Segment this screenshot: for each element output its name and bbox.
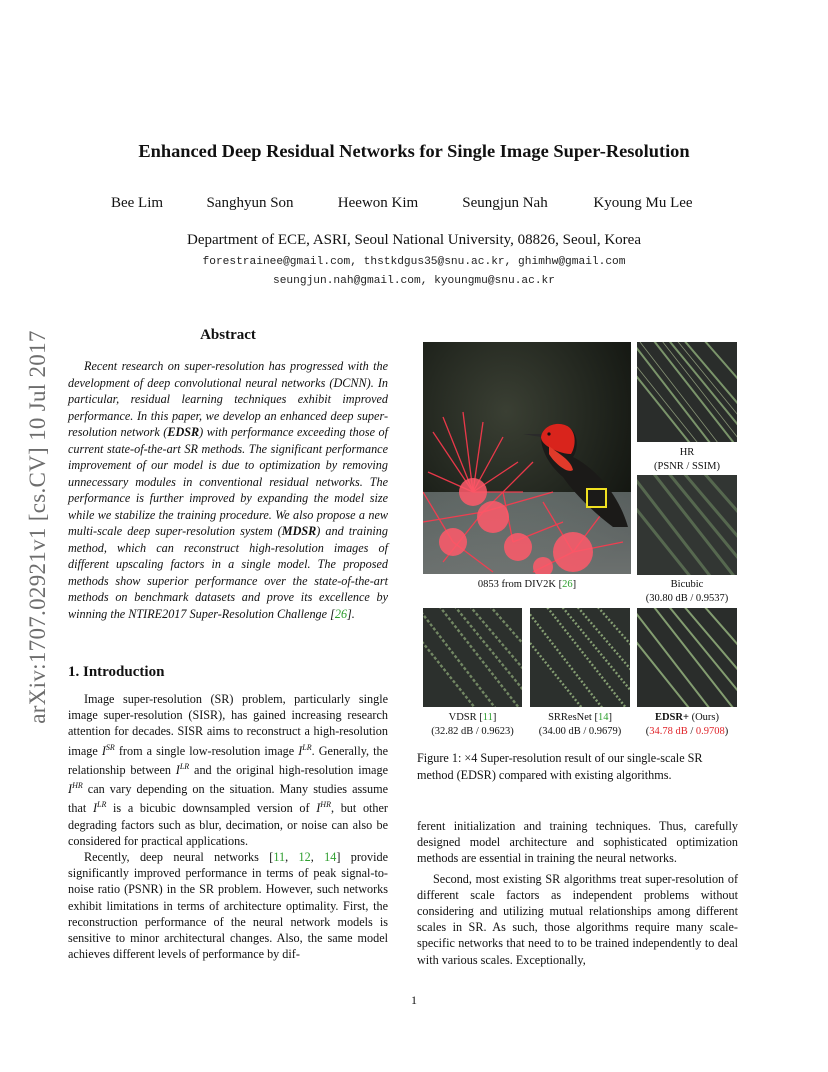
hr-metric: (PSNR / SSIM) [654,461,720,472]
math-sup: LR [302,742,312,752]
figure-caption [417,750,742,783]
vdsr-caption [423,711,522,739]
srresnet-label-close: ] [608,712,612,723]
right-col-para-1: ferent initialization and training techniques. Thus, carefully designed model architecture and sophisticated optimization methods are essential in training the neural networks. [417,819,738,866]
edsr-ssim: 0.9708 [695,726,725,737]
math-sup: SR [105,742,115,752]
figure-caption-text: Super-resolution result of our single-scale SR method (EDSR) compared with existing algorithms. [417,751,703,782]
main-caption-close: ] [572,579,577,590]
edsr-suffix: (Ours) [688,712,720,723]
author-5: Kyoung Mu Lee [593,195,693,211]
right-col-para-2: Second, most existing SR algorithms treat super-resolution of different scale factors as independent problems without considering and utilizing mutual relationships among different scales in SR. As such, those algorithms require many scale-specific networks that need to to be trained independently to deal with various scales. Exceptionally, [417,871,738,967]
affiliation: Department of ECE, ASRI, Seoul National University, 08826, Seoul, Korea [187,232,641,248]
edsr-metric-close: ) [724,726,729,737]
abstract-body [68,358,388,622]
author-1: Bee Lim [110,195,164,211]
bicubic-patch [637,475,737,575]
figure-scale: ×4 [464,751,478,765]
abstract-text-4: ]. [347,606,355,621]
page-number: 1 [411,993,417,1007]
citation-sep: , [285,850,299,865]
edsr-patch-texture [637,608,737,707]
citation-link[interactable]: 12 [298,850,311,865]
paper-title: Enhanced Deep Residual Networks for Single Image Super-Resolution [138,141,690,161]
arxiv-identifier [18,296,58,758]
math-sup: HR [72,781,83,791]
math-var: I [298,743,303,758]
bicubic-metric: (30.80 dB / 0.9537) [645,593,729,604]
intro-text: is a bicubic downsampled version of [106,801,317,816]
hr-patch [637,342,737,442]
edsr-label: EDSR+ [654,712,689,723]
math-sup: HR [320,800,331,810]
author-4: Seungjun Nah [462,195,548,211]
abstract-text-1: Recent research on super-resolution has progressed with the development of deep convolutional neural networks (DCNN). In particular, residual learning techniques exhibit improved performance. In this paper, we develop an enhanced deep super-resolution network ( [68,359,388,439]
vdsr-metric: (32.82 dB / 0.9623) [431,726,514,737]
math-var: I [101,743,106,758]
citation-sep: , [310,850,325,865]
abstract-heading: Abstract [200,327,256,343]
intro-text: ] provide significantly improved performance in terms of peak signal-to-noise ratio (PSNR) in the SR problem. However, such networks exhibit limitations in terms of architecture optimality. First, the reconstruction performance of the neural network models is sensitive to minor architectural changes. Also, the same model achieves different levels of performance by dif- [68,850,388,962]
intro-heading: 1. Introduction [68,664,165,680]
intro-text: and the original high-resolution image [189,762,388,777]
hr-caption [637,446,737,474]
edsr-patch [637,608,737,707]
math-sup: LR [179,761,190,771]
edsr-metric-sep: / [687,726,696,737]
vdsr-label: VDSR [ [448,712,483,723]
author-2: Sanghyun Son [206,195,294,211]
intro-text: . Generally, the relationship between [68,743,388,777]
email-line-2: seungjun.nah@gmail.com, kyoungmu@snu.ac.kr [273,275,555,287]
right-column-body [417,818,738,968]
hr-patch-texture [637,342,737,442]
srresnet-caption [530,711,630,739]
intro-text: can vary depending on the situation. Many studies assume that [68,782,388,816]
email-line-1: forestrainee@gmail.com, thstkdgus35@snu.ac.kr, ghimhw@gmail.com [202,256,626,268]
abstract-mdsr: MDSR [281,524,317,538]
intro-text: Recently, deep neural networks [ [84,850,274,865]
edsr-psnr: 34.78 dB [649,726,688,737]
bicubic-label: Bicubic [670,579,704,590]
math-sup: LR [97,800,107,810]
edsr-metric-open: ( [645,726,650,737]
intro-body [68,691,388,963]
citation-link[interactable]: 11 [482,712,493,723]
srresnet-label: SRResNet [ [548,712,598,723]
figure-label: Figure 1: [417,751,465,765]
intro-text: Image super-resolution (SR) problem, particularly single image super-resolution (SISR), has gained increasing research attention for decades. SISR aims to reconstruct a high-resolution image [68,692,388,758]
intro-text: , but other degrading factors such as blur, decimation, or noise can also be considered for practical applications. [68,801,388,848]
srresnet-patch [530,608,630,707]
arxiv-id-text: arXiv:1707.02921v1 [cs.CV] 10 Jul 2017 [25,330,50,724]
main-caption-text: 0853 from DIV2K [ [477,579,563,590]
citation-link[interactable]: 14 [597,712,609,723]
abstract-text-3: ) and training method, which can reconstruct high-resolution images of different upscaling factors in a single model. The proposed methods show superior performance over the state-of-the-art methods on benchmark datasets and prove its excellence by winning the NTIRE2017 Super-Resolution Challenge [ [68,524,388,621]
intro-text: from a single low-resolution image [114,743,299,758]
main-image-caption [423,578,631,592]
citation-link[interactable]: 11 [273,850,286,865]
citation-link[interactable]: 26 [562,579,573,590]
srresnet-patch-texture [530,608,630,707]
main-bird-image [423,342,631,574]
math-var: I [175,762,180,777]
vdsr-label-close: ] [492,712,497,723]
author-3: Heewon Kim [337,195,419,211]
abstract-text-2: ) with performance exceeding those of current state-of-the-art SR methods. The significant performance improvement of our model is due to optimization by removing unnecessary modules in conventional residual networks. The performance is further improved by expanding the model size while we stabilize the training procedure. We also propose a new multi-scale deep super-resolution system ( [68,425,388,538]
edsr-caption [637,711,737,739]
hr-label: HR [679,447,695,458]
bird-illustration [423,342,631,574]
math-var: I [316,801,321,816]
srresnet-metric: (34.00 dB / 0.9679) [538,726,622,737]
citation-link[interactable]: 26 [334,606,348,621]
abstract-edsr: EDSR [167,425,200,439]
citation-link[interactable]: 14 [324,850,337,865]
bicubic-patch-texture [637,475,737,575]
vdsr-patch-texture [423,608,522,707]
math-var: I [68,782,73,797]
math-var: I [92,801,98,816]
bicubic-caption [637,578,737,606]
vdsr-patch [423,608,522,707]
